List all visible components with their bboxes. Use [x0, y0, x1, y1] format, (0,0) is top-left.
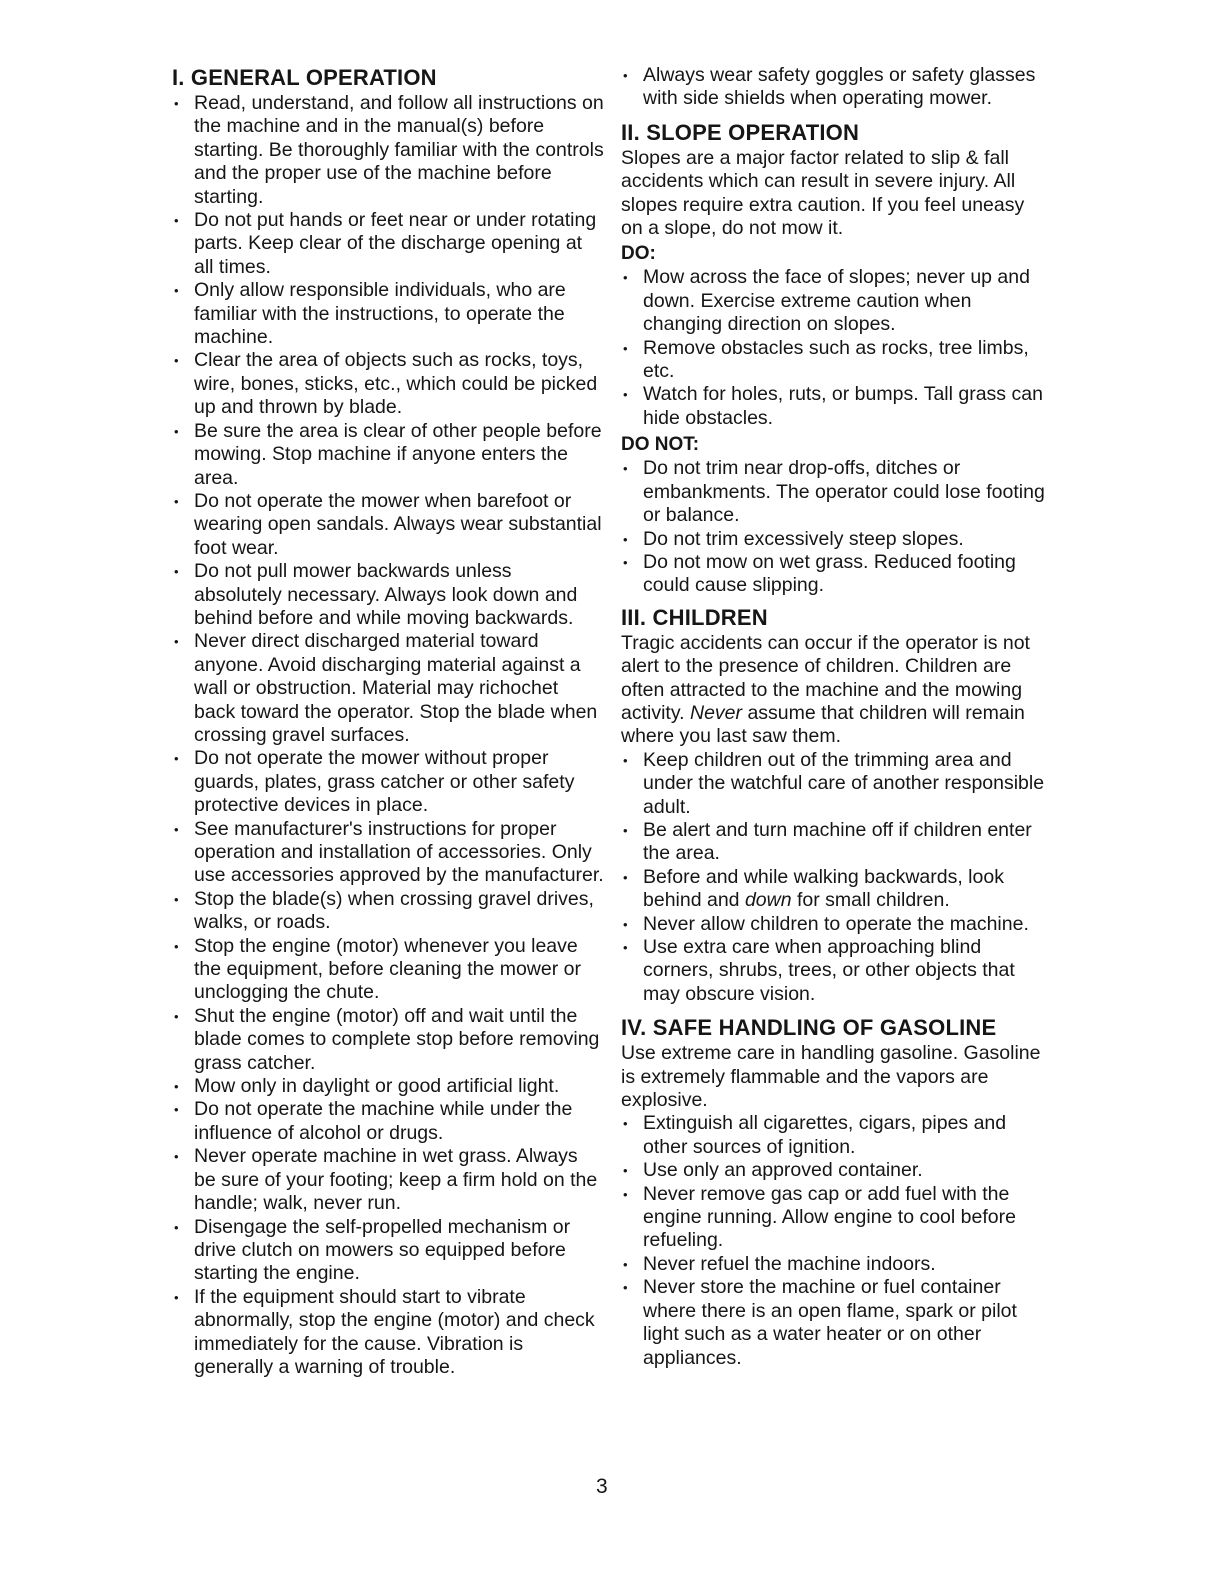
list-item [621, 866, 1051, 913]
list-item: • Mow only in daylight or good artificial light. [172, 1075, 604, 1098]
do-list [621, 266, 1051, 430]
list-item: • Disengage the self-propelled mechanism or drive clutch on mowers so equipped before starting the engine. [172, 1216, 604, 1286]
list-item: • Do not operate the mower without proper guards, plates, grass catcher or other safety protective devices in place. [172, 747, 604, 817]
do-label: DO: [621, 243, 656, 265]
list-item: • Only allow responsible individuals, who are familiar with the instructions, to operate the machine. [172, 279, 604, 349]
do-not-label: DO NOT: [621, 434, 700, 456]
list-item-text-end: for small children. [796, 889, 950, 912]
list-item: • Do not trim excessively steep slopes. [621, 528, 1051, 551]
list-item: • Mow across the face of slopes; never up and down. Exercise extreme caution when changing direction on slopes. [621, 266, 1051, 336]
list-item: • Stop the blade(s) when crossing gravel drives, walks, or roads. [172, 888, 604, 935]
list-item: • Clear the area of objects such as rocks, toys, wire, bones, sticks, etc., which could be picked up and thrown by blade. [172, 349, 604, 419]
gasoline-intro: Use extreme care in handling gasoline. Gasoline is extremely flammable and the vapors are explosive. [621, 1042, 1041, 1112]
list-item: • Do not pull mower backwards unless absolutely necessary. Always look down and behind before and while moving backwards. [172, 560, 604, 630]
general-operation-list [172, 92, 604, 1379]
list-item-text: Before and while walking backwards, look behind and [643, 865, 1004, 912]
right-column [621, 64, 1051, 1370]
list-item: • Do not trim near drop-offs, ditches or embankments. The operator could lose footing or balance. [621, 457, 1051, 527]
children-intro-text-end: assume that children will remain where you last saw them. [621, 701, 1025, 748]
list-item: • Shut the engine (motor) off and wait until the blade comes to complete stop before removing grass catcher. [172, 1005, 604, 1075]
list-item: • Never remove gas cap or add fuel with the engine running. Allow engine to cool before refueling. [621, 1183, 1051, 1253]
gasoline-list [621, 1112, 1051, 1369]
list-item: • Use only an approved container. [621, 1159, 1051, 1182]
children-intro [621, 632, 1051, 749]
list-item: • Use extra care when approaching blind corners, shrubs, trees, or other objects that may obscure vision. [621, 936, 1051, 1006]
general-operation-heading: I. GENERAL OPERATION [172, 65, 437, 90]
list-item-emphasis: down [744, 889, 792, 912]
list-item: • Always wear safety goggles or safety glasses with side shields when operating mower. [621, 64, 1051, 111]
list-item: • Be alert and turn machine off if children enter the area. [621, 819, 1051, 866]
list-item: • Extinguish all cigarettes, cigars, pipes and other sources of ignition. [621, 1112, 1051, 1159]
list-item: • Be sure the area is clear of other people before mowing. Stop machine if anyone enters the area. [172, 420, 604, 490]
slope-operation-heading: II. SLOPE OPERATION [621, 119, 860, 145]
list-item: • Remove obstacles such as rocks, tree limbs, etc. [621, 337, 1051, 384]
left-column [172, 64, 604, 1379]
list-item: • Keep children out of the trimming area and under the watchful care of another responsible adult. [621, 749, 1051, 819]
children-intro-emphasis: Never [690, 701, 743, 724]
list-item: • Never refuel the machine indoors. [621, 1253, 1051, 1276]
list-item: • Never direct discharged material toward anyone. Avoid discharging material against a wall or obstruction. Material may richochet back toward the operator. Stop the blade when crossing gravel surfaces. [172, 630, 604, 747]
list-item: • Never store the machine or fuel container where there is an open flame, spark or pilot light such as a water heater or on other appliances. [621, 1276, 1051, 1370]
gasoline-heading: IV. SAFE HANDLING OF GASOLINE [621, 1015, 997, 1041]
list-item: • Read, understand, and follow all instructions on the machine and in the manual(s) before starting. Be thoroughly familiar with the controls and the proper use of the machine before starting. [172, 92, 604, 209]
page-number: 3 [596, 1475, 608, 1498]
slope-intro: Slopes are a major factor related to slip & fall accidents which can result in severe injury. All slopes require extra caution. If you feel uneasy on a slope, do not mow it. [621, 146, 1025, 240]
list-item: • Do not put hands or feet near or under rotating parts. Keep clear of the discharge opening at all times. [172, 209, 604, 279]
children-heading: III. CHILDREN [621, 604, 768, 630]
children-intro-text: Tragic accidents can occur if the operator is not alert to the presence of children. Children are often attracted to the machine and the mowing activity. [621, 631, 1030, 724]
list-item: • Watch for holes, ruts, or bumps. Tall grass can hide obstacles. [621, 383, 1051, 430]
list-item: • Stop the engine (motor) whenever you leave the equipment, before cleaning the mower or unclogging the chute. [172, 935, 604, 1005]
goggles-list [621, 64, 1051, 111]
do-not-list [621, 457, 1051, 597]
children-list [621, 749, 1051, 1006]
list-item: • Never operate machine in wet grass. Always be sure of your footing; keep a firm hold on the handle; walk, never run. [172, 1145, 604, 1215]
list-item: • If the equipment should start to vibrate abnormally, stop the engine (motor) and check immediately for the cause. Vibration is generally a warning of trouble. [172, 1286, 604, 1380]
list-item: • See manufacturer's instructions for proper operation and installation of accessories. Only use accessories approved by the manufacturer. [172, 818, 604, 888]
list-item: • Do not operate the machine while under the influence of alcohol or drugs. [172, 1098, 604, 1145]
list-item: • Never allow children to operate the machine. [621, 913, 1051, 936]
list-item: • Do not operate the mower when barefoot or wearing open sandals. Always wear substantial foot wear. [172, 490, 604, 560]
list-item: • Do not mow on wet grass. Reduced footing could cause slipping. [621, 551, 1051, 598]
